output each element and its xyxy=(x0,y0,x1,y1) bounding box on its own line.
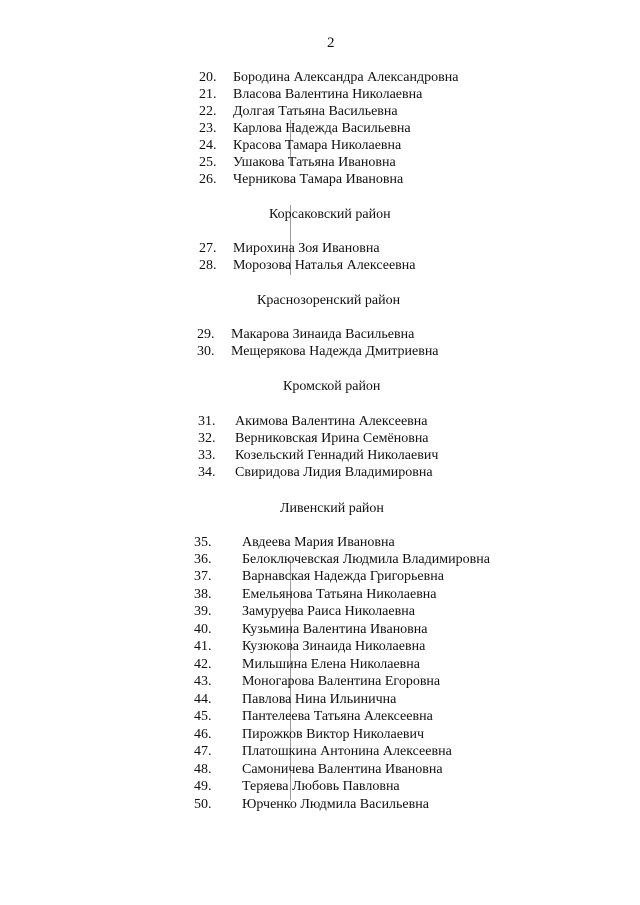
entry-number: 33. xyxy=(198,448,216,463)
entry-number: 24. xyxy=(199,138,217,153)
entry-number: 49. xyxy=(194,779,212,794)
entry-number: 20. xyxy=(199,70,217,85)
entry-name: Макарова Зинаида Васильевна xyxy=(231,327,415,342)
entry-name: Мирохина Зоя Ивановна xyxy=(233,241,380,256)
entry-name: Верниковская Ирина Семёновна xyxy=(235,431,429,446)
entry-name: Кузьмина Валентина Ивановна xyxy=(242,622,428,637)
entry-number: 48. xyxy=(194,762,212,777)
entry-name: Белоключевская Людмила Владимировна xyxy=(242,552,490,567)
entry-number: 26. xyxy=(199,172,217,187)
entry-name: Пирожков Виктор Николаевич xyxy=(242,727,425,742)
entry-name: Моногарова Валентина Егоровна xyxy=(242,674,441,689)
entry-name: Свиридова Лидия Владимировна xyxy=(235,465,433,480)
entry-number: 44. xyxy=(194,692,212,707)
entry-number: 38. xyxy=(194,587,212,602)
entry-name: Карлова Надежда Васильевна xyxy=(233,121,411,136)
entry-name: Морозова Наталья Алексеевна xyxy=(233,258,416,273)
entry-name: Мильшина Елена Николаевна xyxy=(242,657,420,672)
section-heading: Кромской район xyxy=(283,379,381,394)
section-heading: Корсаковский район xyxy=(269,207,391,222)
entry-number: 37. xyxy=(194,569,212,584)
entry-number: 25. xyxy=(199,155,217,170)
entry-name: Павлова Нина Ильинична xyxy=(242,692,397,707)
section-heading: Краснозоренский район xyxy=(257,293,401,308)
entry-name: Долгая Татьяна Васильевна xyxy=(233,104,398,119)
entry-number: 21. xyxy=(199,87,217,102)
entry-name: Черникова Тамара Ивановна xyxy=(233,172,404,187)
entry-name: Пантелеева Татьяна Алексеевна xyxy=(242,709,433,724)
entry-number: 45. xyxy=(194,709,212,724)
entry-number: 41. xyxy=(194,639,212,654)
entry-number: 42. xyxy=(194,657,212,672)
entry-name: Кузюкова Зинаида Николаевна xyxy=(242,639,426,654)
entry-name: Самоничева Валентина Ивановна xyxy=(242,762,443,777)
entry-name: Теряева Любовь Павловна xyxy=(242,779,400,794)
entry-number: 23. xyxy=(199,121,217,136)
entry-number: 27. xyxy=(199,241,217,256)
entry-name: Красова Тамара Николаевна xyxy=(233,138,402,153)
entry-number: 31. xyxy=(198,414,216,429)
entry-number: 36. xyxy=(194,552,212,567)
entry-number: 34. xyxy=(198,465,216,480)
entry-name: Мещерякова Надежда Дмитриевна xyxy=(231,344,439,359)
entry-name: Ушакова Татьяна Ивановна xyxy=(233,155,396,170)
entry-name: Авдеева Мария Ивановна xyxy=(242,535,395,550)
entry-name: Юрченко Людмила Васильевна xyxy=(242,797,429,812)
entry-name: Акимова Валентина Алексеевна xyxy=(235,414,428,429)
entry-name: Власова Валентина Николаевна xyxy=(233,87,423,102)
entry-name: Замуруева Раиса Николаевна xyxy=(242,604,415,619)
entry-name: Платошкина Антонина Алексеевна xyxy=(242,744,452,759)
entry-number: 47. xyxy=(194,744,212,759)
entry-number: 28. xyxy=(199,258,217,273)
entry-number: 46. xyxy=(194,727,212,742)
entry-number: 29. xyxy=(197,327,215,342)
entry-name: Бородина Александра Александровна xyxy=(233,70,459,85)
entry-number: 35. xyxy=(194,535,212,550)
entry-name: Варнавская Надежда Григорьевна xyxy=(242,569,444,584)
entry-number: 30. xyxy=(197,344,215,359)
entry-number: 50. xyxy=(194,797,212,812)
entry-number: 43. xyxy=(194,674,212,689)
page-number: 2 xyxy=(327,35,335,51)
entry-name: Козельский Геннадий Николаевич xyxy=(235,448,439,463)
section-heading: Ливенский район xyxy=(280,501,384,516)
entry-number: 32. xyxy=(198,431,216,446)
entry-number: 39. xyxy=(194,604,212,619)
entry-number: 22. xyxy=(199,104,217,119)
entry-number: 40. xyxy=(194,622,212,637)
entry-name: Емельянова Татьяна Николаевна xyxy=(242,587,437,602)
